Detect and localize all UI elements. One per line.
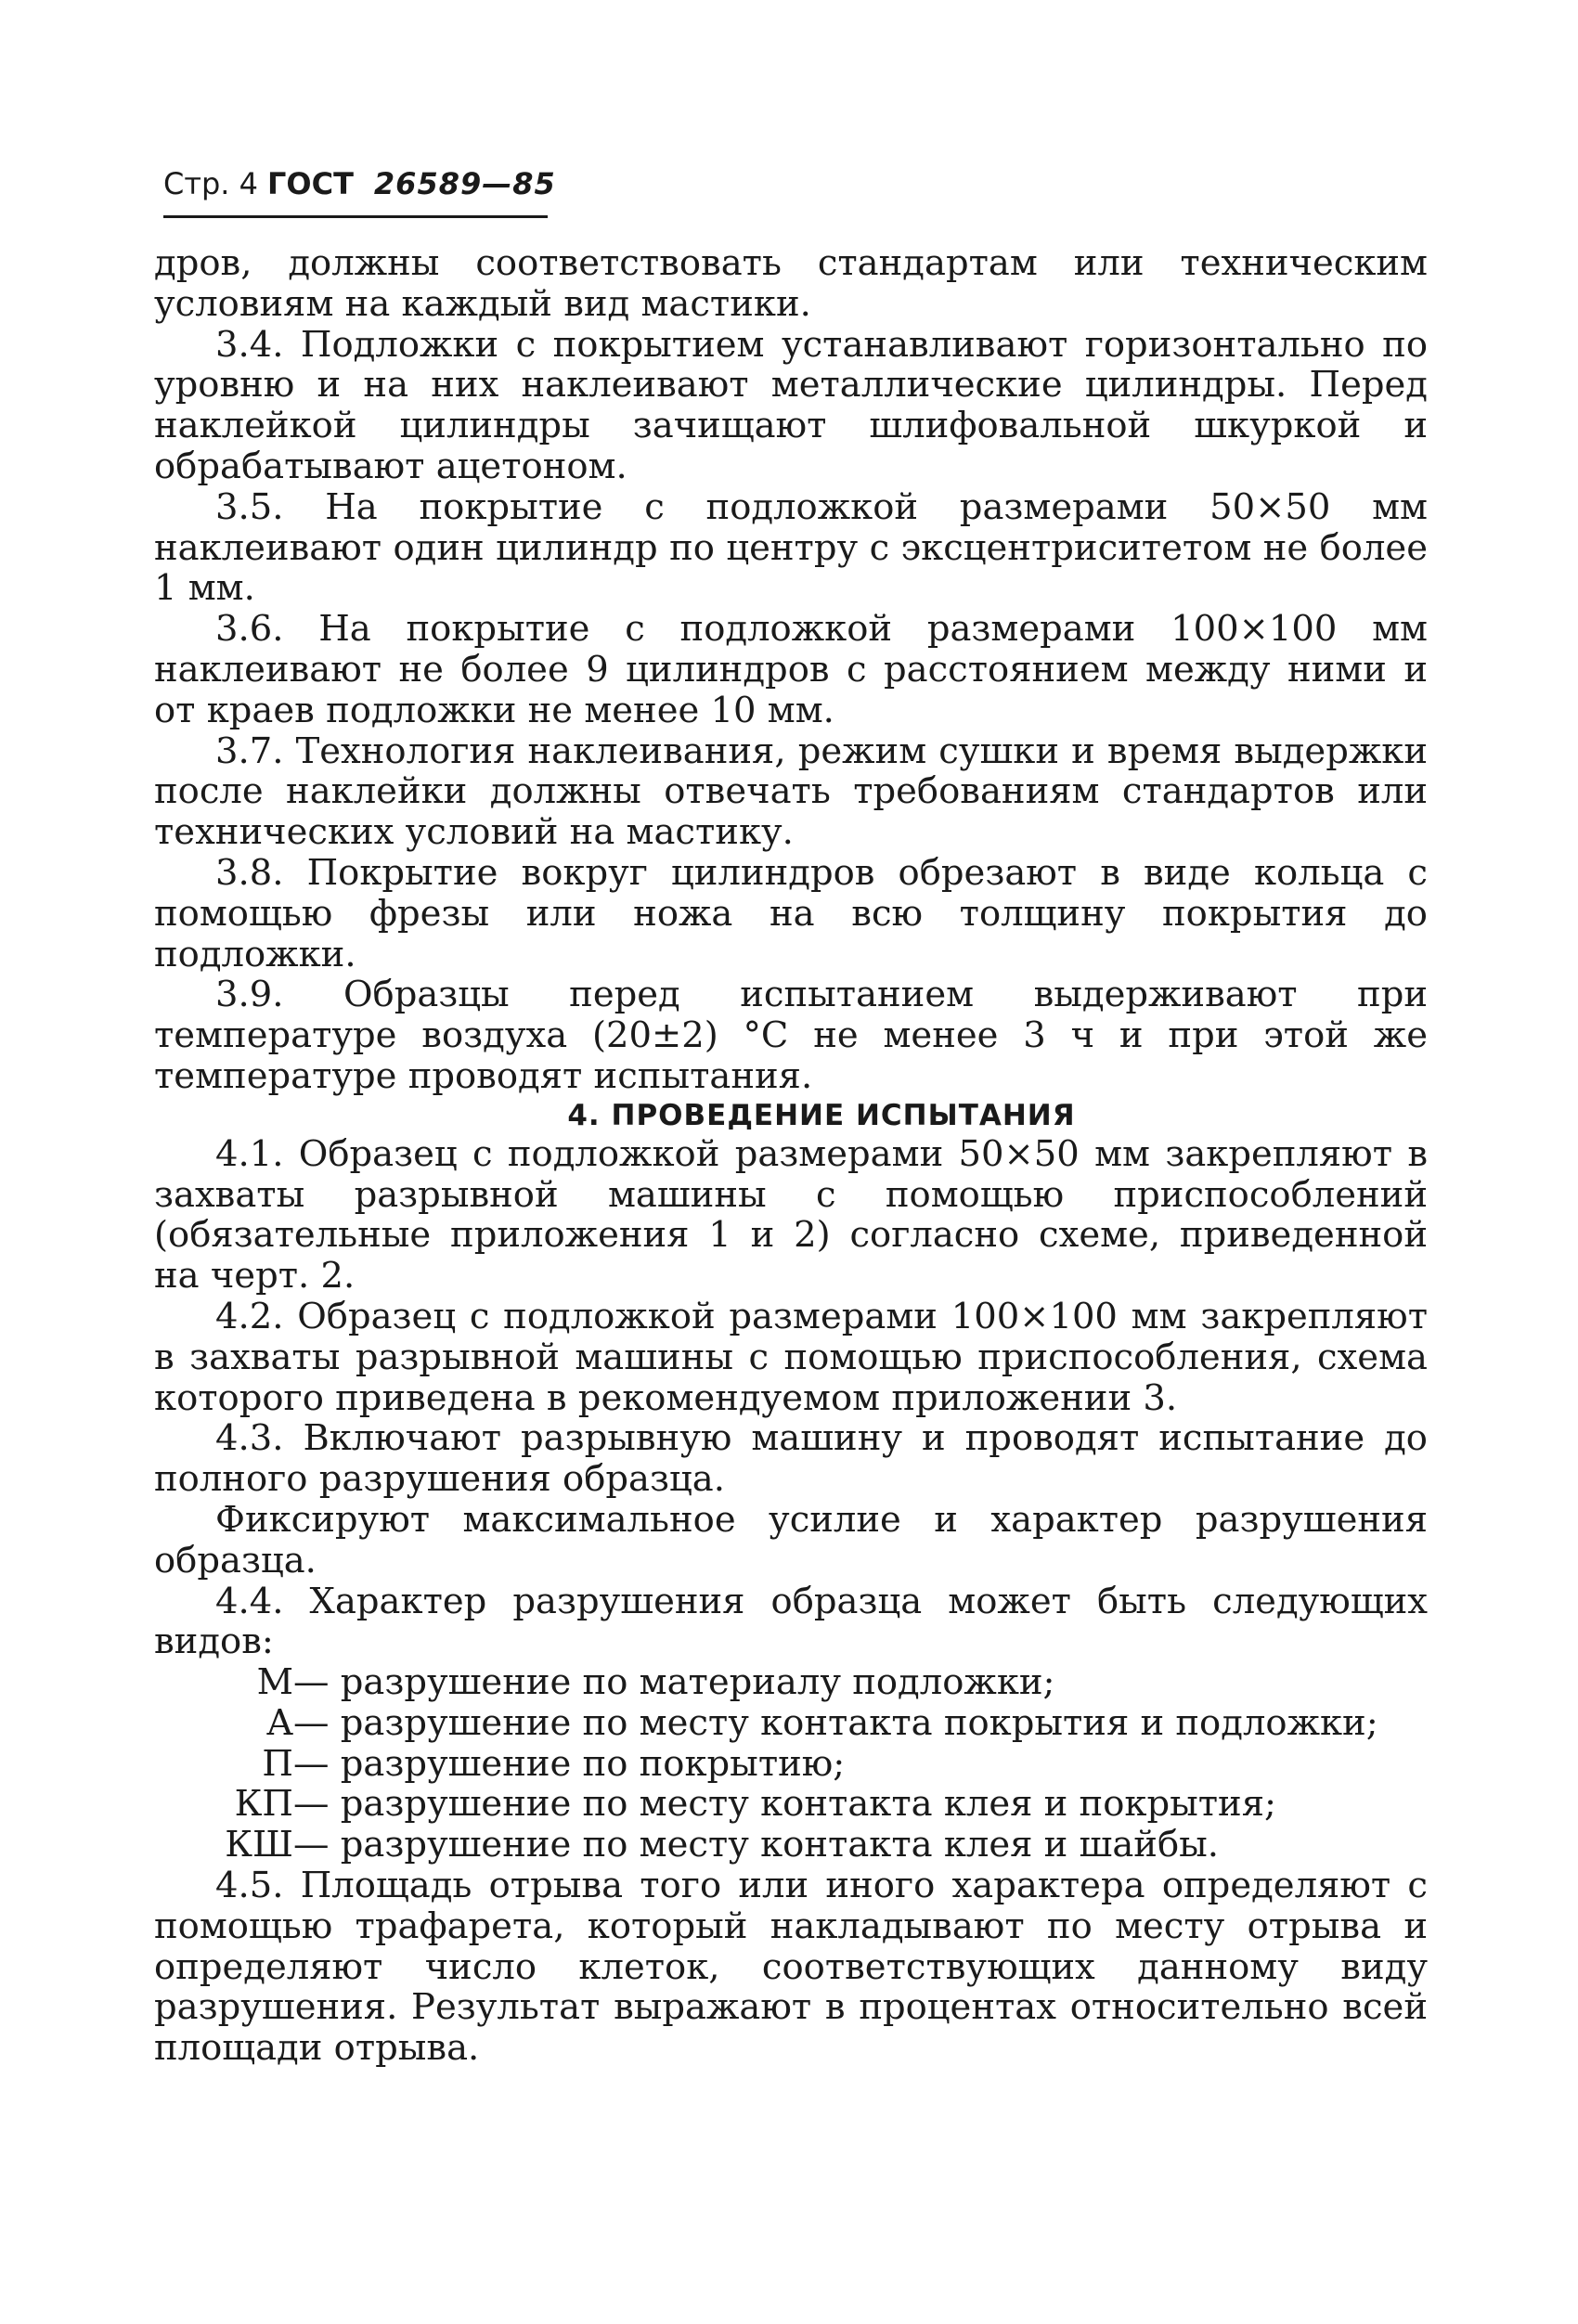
paragraph-4-3-fix: Фиксируют максимальное усилие и характер разрушения образца.	[154, 1498, 1428, 1582]
failure-code: А	[265, 1701, 293, 1744]
paragraph-3-9: 3.9. Образцы перед испытанием выдерживают при температуре воздуха (20±2) °С не менее 3 ч и при этой же температуре проводят испытания.	[154, 974, 1428, 1097]
paragraph-4-1: 4.1. Образец с подложкой размерами 50×50 мм закрепляют в захваты разрывной машины с помощью приспособлений (обязательные приложения 1 и 2) согласно схеме, приведенной на черт. 2.	[154, 1132, 1428, 1298]
failure-text: — разрушение по покрытию;	[293, 1742, 846, 1785]
failure-text: — разрушение по месту контакта клея и шайбы.	[293, 1824, 1220, 1866]
paragraph-3-7: 3.7. Технология наклеивания, режим сушки и время выдержки после наклейки должны отвечать требованиям стандартов или технических условий на мастику.	[154, 729, 1428, 854]
document-body	[154, 243, 1428, 2069]
page-number-label: Стр. 4	[163, 166, 258, 201]
failure-code: КП	[234, 1783, 293, 1826]
paragraph-4-4: 4.4. Характер разрушения образца может быть следующих видов:	[154, 1580, 1428, 1663]
section-title: 4. ПРОВЕДЕНИЕ ИСПЫТАНИЯ	[567, 1098, 1076, 1132]
paragraph-continuation: дров, должны соответствовать стандартам или техническим условиям на каждый вид мастики.	[154, 242, 1428, 325]
paragraph-3-8: 3.8. Покрытие вокруг цилиндров обрезают в виде кольца с помощью фрезы или ножа на всю толщину покрытия до подложки.	[154, 851, 1428, 975]
failure-type-p	[154, 1744, 1428, 1785]
failure-code: М	[256, 1661, 293, 1704]
failure-type-m	[154, 1662, 1428, 1703]
failure-type-kp	[154, 1784, 1428, 1825]
standard-number: 26589—85	[373, 166, 556, 201]
paragraph-4-3: 4.3. Включают разрывную машину и проводят испытание до полного разрушения образца.	[154, 1417, 1428, 1501]
failure-text: — разрушение по месту контакта покрытия и подложки;	[293, 1701, 1378, 1744]
failure-type-ksh	[154, 1825, 1428, 1866]
paragraph-3-4: 3.4. Подложки с покрытием устанавливают горизонтально по уровню и на них наклеивают металлические цилиндры. Перед наклейкой цилиндры зачищают шлифовальной шкуркой и обрабатывают ацетоном.	[154, 323, 1428, 487]
paragraph-4-5: 4.5. Площадь отрыва того или иного характера определяют с помощью трафарета, который накладывают по месту отрыва и определяют число клеток, соответствующих данному виду разрушения. Результат выражают в процентах относительно всей площади отрыва.	[154, 1865, 1428, 2070]
failure-code: КШ	[225, 1824, 293, 1866]
gost-label: ГОСТ	[267, 166, 354, 201]
page-header	[163, 165, 556, 202]
failure-text: — разрушение по месту контакта клея и покрытия;	[293, 1783, 1276, 1826]
header-rule	[163, 215, 548, 218]
paragraph-3-6: 3.6. На покрытие с подложкой размерами 100×100 мм наклеивают не более 9 цилиндров с расстоянием между ними и от краев подложки не менее 10 мм.	[154, 608, 1428, 731]
paragraph-4-2: 4.2. Образец с подложкой размерами 100×100 мм закрепляют в захваты разрывной машины с помощью приспособления, схема которого приведена в рекомендуемом приложении 3.	[154, 1295, 1428, 1419]
paragraph-3-5: 3.5. На покрытие с подложкой размерами 50×50 мм наклеивают один цилиндр по центру с эксцентриситетом не более 1 мм.	[154, 485, 1428, 610]
failure-type-a	[154, 1703, 1428, 1744]
failure-text: — разрушение по материалу подложки;	[293, 1661, 1055, 1704]
failure-code: П	[262, 1742, 293, 1785]
